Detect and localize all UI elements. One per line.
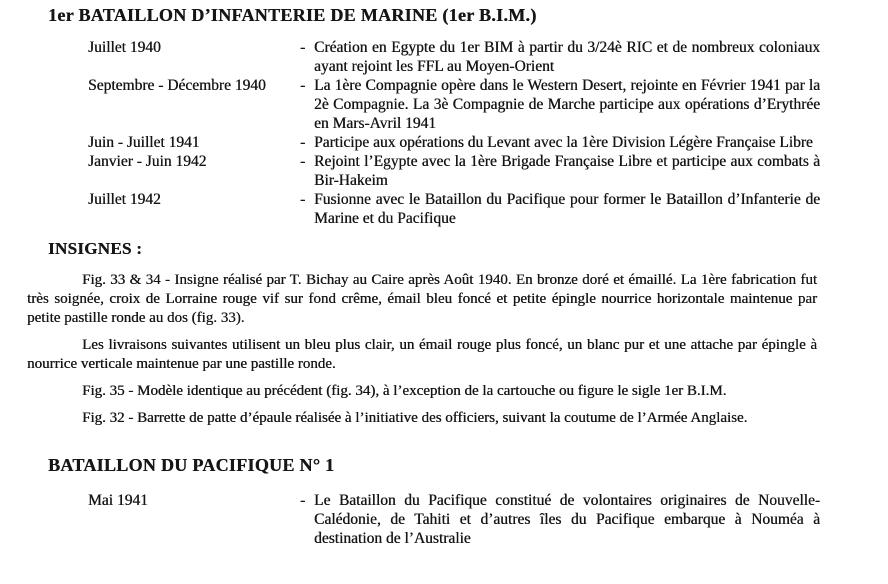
insignes-paragraph: Fig. 35 - Modèle identique au précédent (fig. 34), à l’exception de la cartouche ou figure le sigle 1er B.I.M. [82,383,727,399]
timeline-entry [88,133,888,152]
section1-timeline [88,38,888,228]
timeline-dash: - [300,77,306,94]
timeline-entry [88,152,888,190]
insignes-paragraph: Fig. 33 & 34 - Insigne réalisé par T. Bichay au Caire après Août 1940. En bronze doré et émaillé. La 1ère fabrication fut très soignée, croix de Lorraine rouge vif sur fond crême, émail bleu foncé et petite épingle nourrice horizontale maintenue par petite pastille ronde au dos (fig. 33). [27,272,817,326]
section1-title: 1er BATAILLON D’INFANTERIE DE MARINE (1er B.I.M.) [48,5,537,25]
timeline-date: Janvier - Juin 1942 [88,153,207,170]
section2-title: BATAILLON DU PACIFIQUE N° 1 [48,455,335,475]
timeline-date: Septembre - Décembre 1940 [88,77,266,94]
insignes-paragraph: Les livraisons suivantes utilisent un bleu plus clair, un émail rouge plus foncé, un blanc pur et une attache par épingle à nourrice verticale maintenue par une pastille ronde. [27,337,817,372]
timeline-dash: - [300,492,306,509]
timeline-date: Juillet 1940 [88,39,161,56]
timeline-dash: - [300,39,306,56]
timeline-description: Le Bataillon du Pacifique constitué de volontaires originaires de Nouvelle-Calédonie, de Tahiti et d’autres îles du Pacifique embarque à Nouméa à destination de l’Australie [314,492,820,547]
timeline-entry [88,76,888,133]
section2-timeline [88,491,888,548]
timeline-entry [88,38,888,76]
timeline-description: Fusionne avec le Bataillon du Pacifique pour former le Bataillon d’Infanterie de Marine et du Pacifique [314,191,820,227]
timeline-entry [88,491,888,548]
timeline-description: La 1ère Compagnie opère dans le Western Desert, rejointe en Février 1941 par la 2è Compagnie. La 3è Compagnie de Marche participe aux opérations d’Erythrée en Mars-Avril 1941 [314,77,820,132]
timeline-date: Juin - Juillet 1941 [88,134,200,151]
timeline-dash: - [300,153,306,170]
insignes-paragraph: Fig. 32 - Barrette de patte d’épaule réalisée à l’initiative des officiers, suivant la coutume de l’Armée Anglaise. [82,410,748,426]
timeline-date: Juillet 1942 [88,191,161,208]
timeline-entry [88,190,888,228]
timeline-dash: - [300,191,306,208]
timeline-description: Création en Egypte du 1er BIM à partir du 3/24è RIC et de nombreux coloniaux ayant rejoint les FFL au Moyen-Orient [314,39,820,75]
timeline-dash: - [300,134,306,151]
timeline-description: Rejoint l’Egypte avec la 1ère Brigade Française Libre et participe aux combats à Bir-Hakeim [314,153,820,189]
insignes-paragraphs [0,271,888,428]
insignes-heading: INSIGNES : [48,239,143,258]
timeline-date: Mai 1941 [88,492,148,509]
timeline-description: Participe aux opérations du Levant avec la 1ère Division Légère Française Libre [314,134,813,151]
